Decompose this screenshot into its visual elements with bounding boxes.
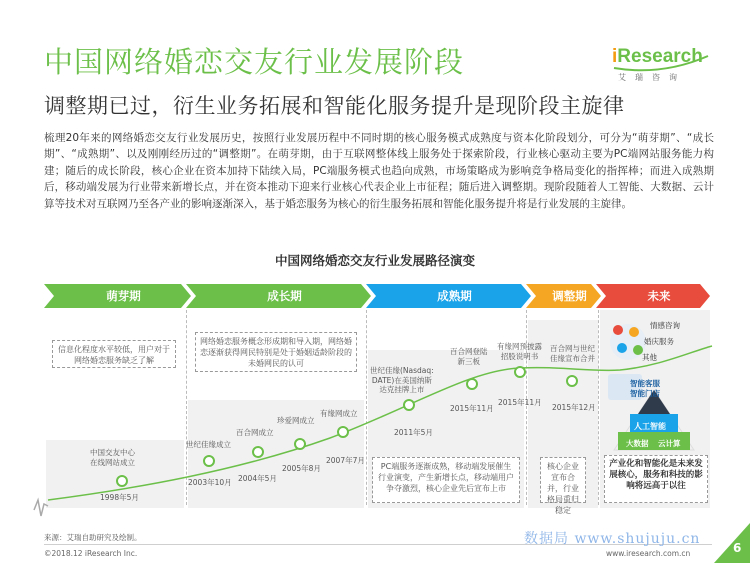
event-label: 百合网与世纪 佳缘宣布合并	[550, 344, 595, 363]
chart-title: 中国网络婚恋交友行业发展路径演变	[274, 253, 475, 268]
event-date: 2005年8月	[282, 464, 321, 473]
stage-label-future: 未来	[647, 289, 671, 303]
event-date: 2015年11月	[450, 404, 494, 413]
event-marker-icon	[514, 366, 526, 378]
heart-icon	[613, 325, 623, 335]
page-number: 6	[733, 541, 742, 555]
intro-paragraph: 梳理20年来的网络婚恋交友行业发展历史，按照行业发展历程中不同时期的核心服务模式成熟度与资本化阶段划分，可分为“萌芽期”、“成长期”、“成熟期”、以及刚刚经历过的“调整期”。在萌芽期，由于互联网整体线上服务处于探索阶段，行业核心驱动主要为PC端网站服务能力构建；随后的成长阶段，核心企业在资本加持下陆续入局，PC端服务模式也趋向成熟，市场策略成为影响竞争格局变化的指挥棒；而进入成熟期后，移动端发展为行业带来新增长点，并在资本推动下迎来行业核心代表企业上市征程；随后进入调整期。现阶段随着人工智能、大数据、云计算等技术对互联网乃至各产业的影响逐渐深入，基于婚恋服务为核心的衍生服务拓展和智能化服务提升将是行业发展的主旋律。	[44, 132, 714, 210]
event-date: 2004年5月	[238, 474, 277, 483]
page-title: 中国网络婚恋交友行业发展阶段	[44, 45, 465, 79]
event-date: 2015年12月	[552, 403, 596, 412]
event-label: 有缘网预披露 招股说明书	[497, 342, 542, 361]
adjust-description-box: 核心企业宣布合并，行业格局重归稳定	[540, 457, 586, 503]
pyramid-ai-label: 人工智能	[634, 422, 666, 431]
event-date: 2015年11月	[498, 398, 542, 407]
stage-label-mature: 成熟期	[437, 289, 472, 303]
event-marker-icon	[566, 375, 578, 387]
future-service-label: 其他	[642, 353, 657, 362]
event-marker-icon	[337, 426, 349, 438]
future-tech-label: 智能门店	[630, 389, 660, 398]
event-label: 百合网成立	[236, 428, 274, 437]
event-label: 中国交友中心 在线网站成立	[90, 448, 135, 467]
pyramid-bigdata-label: 大数据	[626, 439, 649, 448]
copyright: ©2018.12 iResearch Inc.	[44, 549, 138, 558]
future-tech-label: 智能客服	[630, 379, 660, 388]
event-label: 世纪佳缘成立	[186, 440, 231, 449]
event-marker-icon	[403, 399, 415, 411]
pyramid-cloud-label: 云计算	[658, 439, 681, 448]
logo-wordmark: iResearch	[612, 46, 703, 67]
footer-url: www.iresearch.com.cn	[606, 549, 691, 558]
stage-label-sprout: 萌芽期	[106, 289, 141, 303]
source-note: 来源：艾瑞自助研究及绘制。	[44, 533, 142, 542]
future-service-label: 婚庆服务	[644, 337, 674, 346]
growth-description-box: 网络婚恋服务概念形成期和导入期，网络婚恋逐渐获得网民特别是处于婚姻适龄阶段的未婚网民的认可	[195, 332, 357, 372]
event-marker-icon	[294, 438, 306, 450]
event-date: 2003年10月	[188, 478, 232, 487]
future-description-box: 产业化和智能化是未来发展核心，服务和科技的影响将远高于以往	[604, 455, 708, 503]
logo-cn-text: 艾瑞咨询	[618, 73, 686, 82]
event-label: 珍爱网成立	[277, 416, 315, 425]
future-service-label: 情感咨询	[650, 321, 680, 330]
event-date: 2007年7月	[326, 456, 365, 465]
event-date: 1998年5月	[100, 493, 139, 502]
event-marker-icon	[252, 446, 264, 458]
chat-icon	[617, 343, 627, 353]
sprout-description-box: 信息化程度水平较低，用户对于网络婚恋服务缺乏了解	[52, 340, 176, 368]
event-marker-icon	[203, 455, 215, 467]
event-date: 2011年5月	[394, 428, 433, 437]
stage-label-growth: 成长期	[267, 289, 302, 303]
event-label: 有缘网成立	[320, 409, 358, 418]
ring-icon	[629, 327, 639, 337]
watermark: 数据局 www.shujuju.cn	[524, 531, 701, 547]
event-marker-icon	[116, 475, 128, 487]
mature-description-box: PC端服务逐渐成熟，移动端发展催生行业演变，产生新增长点，移动端用户争夺激烈，核心企业先后宣布上市	[372, 457, 520, 503]
event-label: 百合网登陆 新三板	[450, 347, 488, 366]
stage-label-adjust: 调整期	[552, 289, 587, 303]
page-subtitle: 调整期已过，衍生业务拓展和智能化服务提升是现阶段主旋律	[44, 94, 625, 118]
event-marker-icon	[466, 378, 478, 390]
page-corner-icon	[714, 523, 750, 563]
event-label: 世纪佳缘(Nasdaq: DATE)在美国纳斯 达克挂牌上市	[370, 366, 434, 394]
